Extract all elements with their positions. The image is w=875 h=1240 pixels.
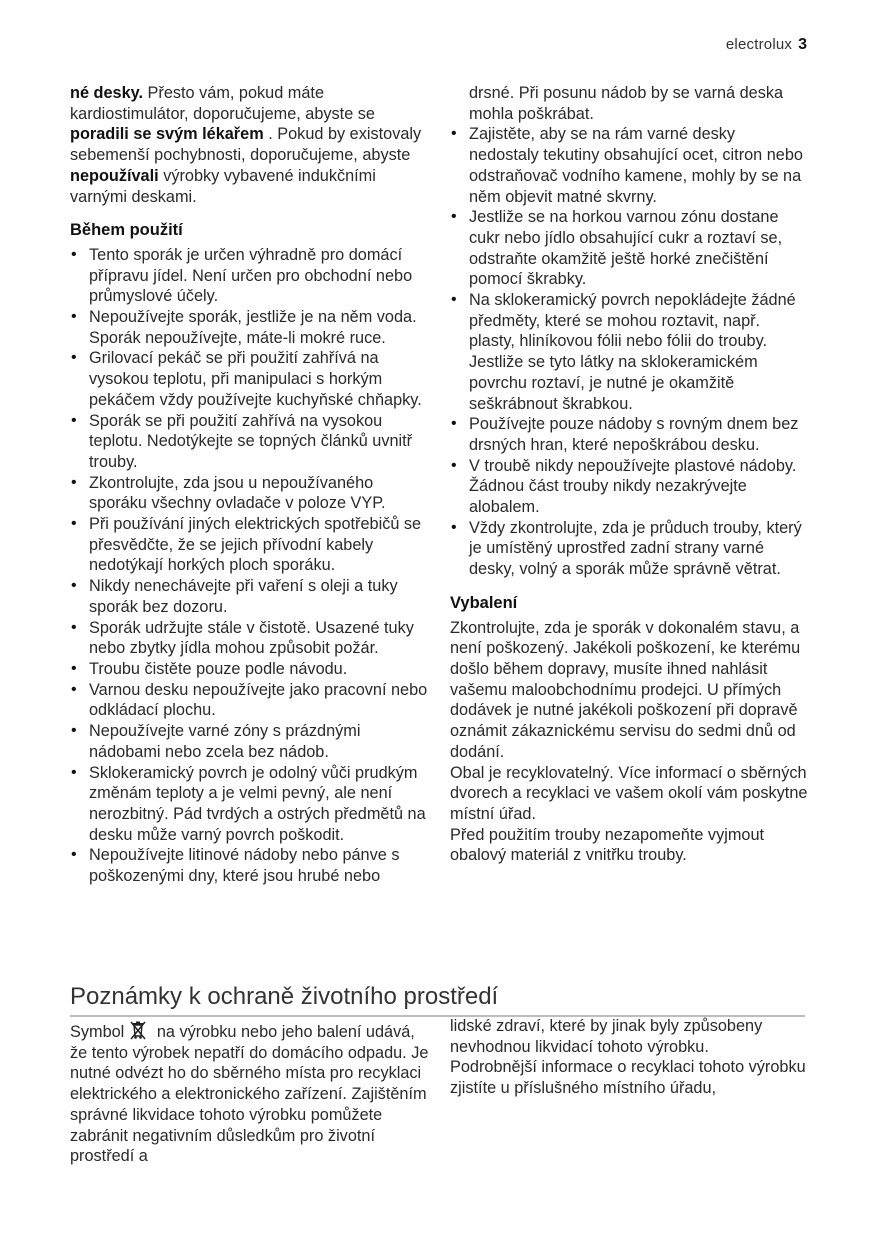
crossed-out-bin-icon [128,1020,148,1040]
list-item: • Zajistěte, aby se na rám varné desky nedostaly tekutiny obsahující ocet, citron nebo odstraňovač vodního kamene, mohly by se na něm objevit matné skvrny. [450,124,808,207]
list-item: • Při používání jiných elektrických spotřebičů se přesvědčte, že se jejich přívodní kabely nedotýkají horkých ploch sporáku. [70,514,428,576]
right-column [450,83,808,866]
section-heading-unpacking: Vybalení [450,593,518,612]
list-item: • Sporák udržujte stále v čistotě. Usazené tuky nebo zbytky jídla mohou způsobit požár. [70,618,428,659]
environment-section-title: Poznámky k ochraně životního prostředí [70,983,499,1010]
unpack-paragraph: Zkontrolujte, zda je sporák v dokonalém stavu, a není poškozený. Jakékoli poškození, ke kterému došlo během dopravy, musíte ihned nahlásit vašemu maloobchodnímu prodejci. U přímých dodávek je nutné jakékoli poškození při dopravě oznámit zákaznickému servisu do sedmi dnů od dodání. [450,618,801,761]
environment-right-column [450,1016,808,1099]
environment-paragraph: Podrobnější informace o recyklaci tohoto výrobku zjistíte u příslušného místního úřadu, [450,1058,806,1098]
symbol-description: na výrobku nebo jeho balení udává, že tento výrobek nepatří do domácího odpadu. Je nutné odvézt ho do sběrného místa pro recyklaci elektrického a elektronického zařízení. Zajištěním správné likvidace tohoto výrobku pomůžete zabránit negativním důsledkům pro životní prostředí a [70,1023,429,1166]
environment-paragraph: lidské zdraví, které by jinak byly způsobeny nevhodnou likvidací tohoto výrobku. [450,1017,763,1056]
list-item: • Používejte pouze nádoby s rovným dnem bez drsných hran, které nepoškrábou desku. [450,414,808,455]
list-item: • Troubu čistěte pouze podle návodu. [70,659,428,680]
symbol-label: Symbol [70,1023,125,1041]
list-item: • Nepoužívejte litinové nádoby nebo pánve s poškozenými dny, které jsou hrubé nebo [70,845,428,886]
intro-text-1: Přesto vám, pokud máte kardiostimulátor, doporučujeme, abyste se [70,84,375,123]
list-item: • V troubě nikdy nepoužívejte plastové nádoby. Žádnou část trouby nikdy nezakrývejte alobalem. [450,456,808,518]
list-item: • Na sklokeramický povrch nepokládejte žádné předměty, které se mohou roztavit, např. plasty, hliníkovou fólii nebo fólii do trouby. Jestliže se tyto látky na sklokeramickém povrchu roztaví, je nutné je okamžitě seškrábnout škrabkou. [450,290,808,414]
brand-name: electrolux [725,36,793,53]
list-item: • Nepoužívejte varné zóny s prázdnými nádobami nebo zcela bez nádob. [70,721,428,762]
list-item: • Nikdy nenechávejte při vaření s oleji a tuky sporák bez dozoru. [70,576,428,617]
unpack-paragraph: Před použitím trouby nezapomeňte vyjmout obalový materiál z vnitřku trouby. [450,825,765,865]
intro-bold-1: né desky. [70,84,144,102]
list-item: • Sporák se při použití zahřívá na vysokou teplotu. Nedotýkejte se topných článků uvnitř trouby. [70,411,428,473]
environment-left-column [70,1020,430,1167]
environment-paragraph [70,1020,430,1167]
intro-paragraph [70,83,428,207]
usage-list-continued [450,83,808,580]
list-item-continued: drsné. Při posunu nádob by se varná deska mohla poškrábat. [469,84,784,123]
list-item: • Nepoužívejte sporák, jestliže je na něm voda. Sporák nepoužívejte, máte-li mokré ruce. [70,307,428,348]
list-item: • Sklokeramický povrch je odolný vůči prudkým změnám teploty a je velmi pevný, ale není nerozbitný. Pád tvrdých a ostrých předmětů na desku může varný povrch poškodit. [70,763,428,846]
list-item: • Varnou desku nepoužívejte jako pracovní nebo odkládací plochu. [70,680,428,721]
section-heading-usage: Během použití [70,221,183,240]
list-item: • Grilovací pekáč se při použití zahřívá na vysokou teplotu, při manipulaci s horkým pekáčem vždy používejte kuchyňské chňapky. [70,348,428,410]
page-number: 3 [798,36,807,53]
usage-list [70,245,428,887]
intro-bold-2: poradili se svým lékařem [70,125,264,144]
list-item: • Vždy zkontrolujte, zda je průduch trouby, který je umístěný uprostřed zadní strany varné desky, volný a sporák může správně větrat. [450,518,808,580]
page-header [726,36,807,54]
unpack-paragraph: Obal je recyklovatelný. Více informací o sběrných dvorech a recyklaci ve vašem okolí vám poskytne místní úřad. [450,763,808,823]
list-item: • Jestliže se na horkou varnou zónu dostane cukr nebo jídlo obsahující cukr a roztaví se, odstraňte okamžitě ještě horké znečištění pomocí škrabky. [450,207,808,290]
intro-bold-3: nepoužívali [70,166,159,185]
list-item: • Zkontrolujte, zda jsou u nepoužívaného sporáku všechny ovladače v poloze VYP. [70,473,428,514]
list-item: • Tento sporák je určen výhradně pro domácí přípravu jídel. Není určen pro obchodní nebo průmyslové účely. [70,245,428,307]
intro-text-3: výrobky vybavené indukčními varnými deskami. [70,166,376,206]
left-column [70,83,428,887]
intro-text-2: . Pokud by existovaly sebemenší pochybnosti, doporučujeme, abyste [70,125,422,165]
